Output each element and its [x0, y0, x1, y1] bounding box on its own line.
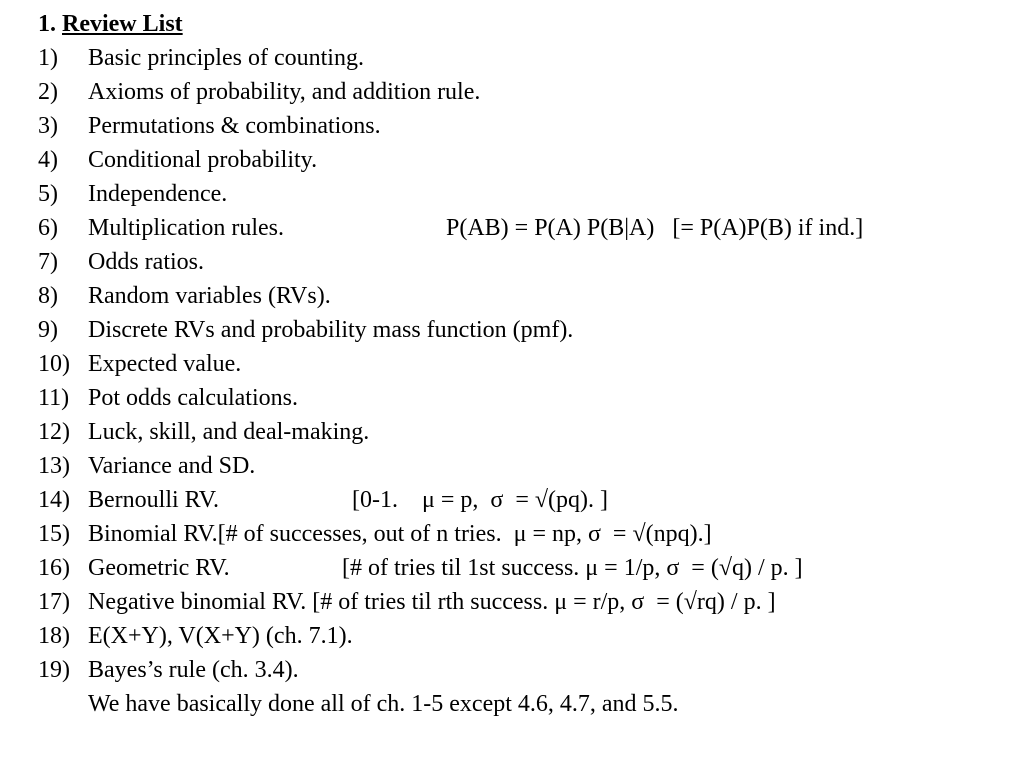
item-number: 11): [38, 385, 70, 411]
item-text: Binomial RV.[# of successes, out of n tries. μ = np, σ = √(npq).]: [88, 521, 712, 547]
item-number: 14): [38, 487, 70, 513]
review-list-document: [38, 7, 998, 721]
item-number: 7): [38, 249, 58, 275]
list-item: [38, 585, 998, 619]
item-formula: P(AB) = P(A) P(B|A) [= P(A)P(B) if ind.]: [446, 215, 864, 241]
list-item: [38, 211, 998, 245]
item-text: Permutations & combinations.: [88, 113, 381, 139]
item-text: Expected value.: [88, 351, 242, 377]
item-text: Negative binomial RV. [# of tries til rth success. μ = r/p, σ = (√rq) / p. ]: [88, 589, 776, 615]
item-number: 1): [38, 45, 58, 71]
list-item: [38, 551, 998, 585]
item-formula: [# of tries til 1st success. μ = 1/p, σ = (√q) / p. ]: [342, 555, 803, 581]
item-number: 12): [38, 419, 70, 445]
item-text: Pot odds calculations.: [88, 385, 298, 411]
list-item: [38, 381, 998, 415]
item-number: 13): [38, 453, 70, 479]
item-text: E(X+Y), V(X+Y) (ch. 7.1).: [88, 623, 353, 649]
item-number: 5): [38, 181, 58, 207]
item-number: 18): [38, 623, 70, 649]
list-item: [38, 415, 998, 449]
item-number: 6): [38, 215, 58, 241]
list-item: [38, 517, 998, 551]
list-item: [38, 449, 998, 483]
list-item: [38, 653, 998, 687]
list-item: [38, 313, 998, 347]
section-title: Review List: [62, 11, 183, 37]
item-text: Geometric RV.: [88, 555, 230, 581]
item-text: Multiplication rules.: [88, 215, 284, 241]
list-item: [38, 143, 998, 177]
section-number: 1.: [38, 11, 56, 37]
item-text: Conditional probability.: [88, 147, 318, 173]
item-text: Independence.: [88, 181, 228, 207]
item-formula: [0-1. μ = p, σ = √(pq). ]: [352, 487, 609, 513]
item-text: Random variables (RVs).: [88, 283, 331, 309]
item-number: 17): [38, 589, 70, 615]
list-item: [38, 109, 998, 143]
item-number: 16): [38, 555, 70, 581]
item-text: Basic principles of counting.: [88, 45, 364, 71]
item-number: 3): [38, 113, 58, 139]
item-number: 2): [38, 79, 58, 105]
item-text: Variance and SD.: [88, 453, 256, 479]
list-item: [38, 41, 998, 75]
section-heading: [38, 7, 998, 41]
item-text: Luck, skill, and deal-making.: [88, 419, 370, 445]
list-item: [38, 279, 998, 313]
list-item: [38, 619, 998, 653]
summary-note: We have basically done all of ch. 1-5 except 4.6, 4.7, and 5.5.: [88, 691, 679, 717]
item-number: 8): [38, 283, 58, 309]
item-number: 4): [38, 147, 58, 173]
item-text: Axioms of probability, and addition rule.: [88, 79, 481, 105]
list-item: [38, 177, 998, 211]
item-text: Odds ratios.: [88, 249, 204, 275]
item-text: Bayes’s rule (ch. 3.4).: [88, 657, 299, 683]
item-text: Discrete RVs and probability mass function (pmf).: [88, 317, 574, 343]
list-item: [38, 483, 998, 517]
item-text: Bernoulli RV.: [88, 487, 219, 513]
item-number: 15): [38, 521, 70, 547]
list-item: [38, 245, 998, 279]
list-item: [38, 75, 998, 109]
item-number: 10): [38, 351, 70, 377]
item-number: 9): [38, 317, 58, 343]
list-item: [38, 347, 998, 381]
item-number: 19): [38, 657, 70, 683]
